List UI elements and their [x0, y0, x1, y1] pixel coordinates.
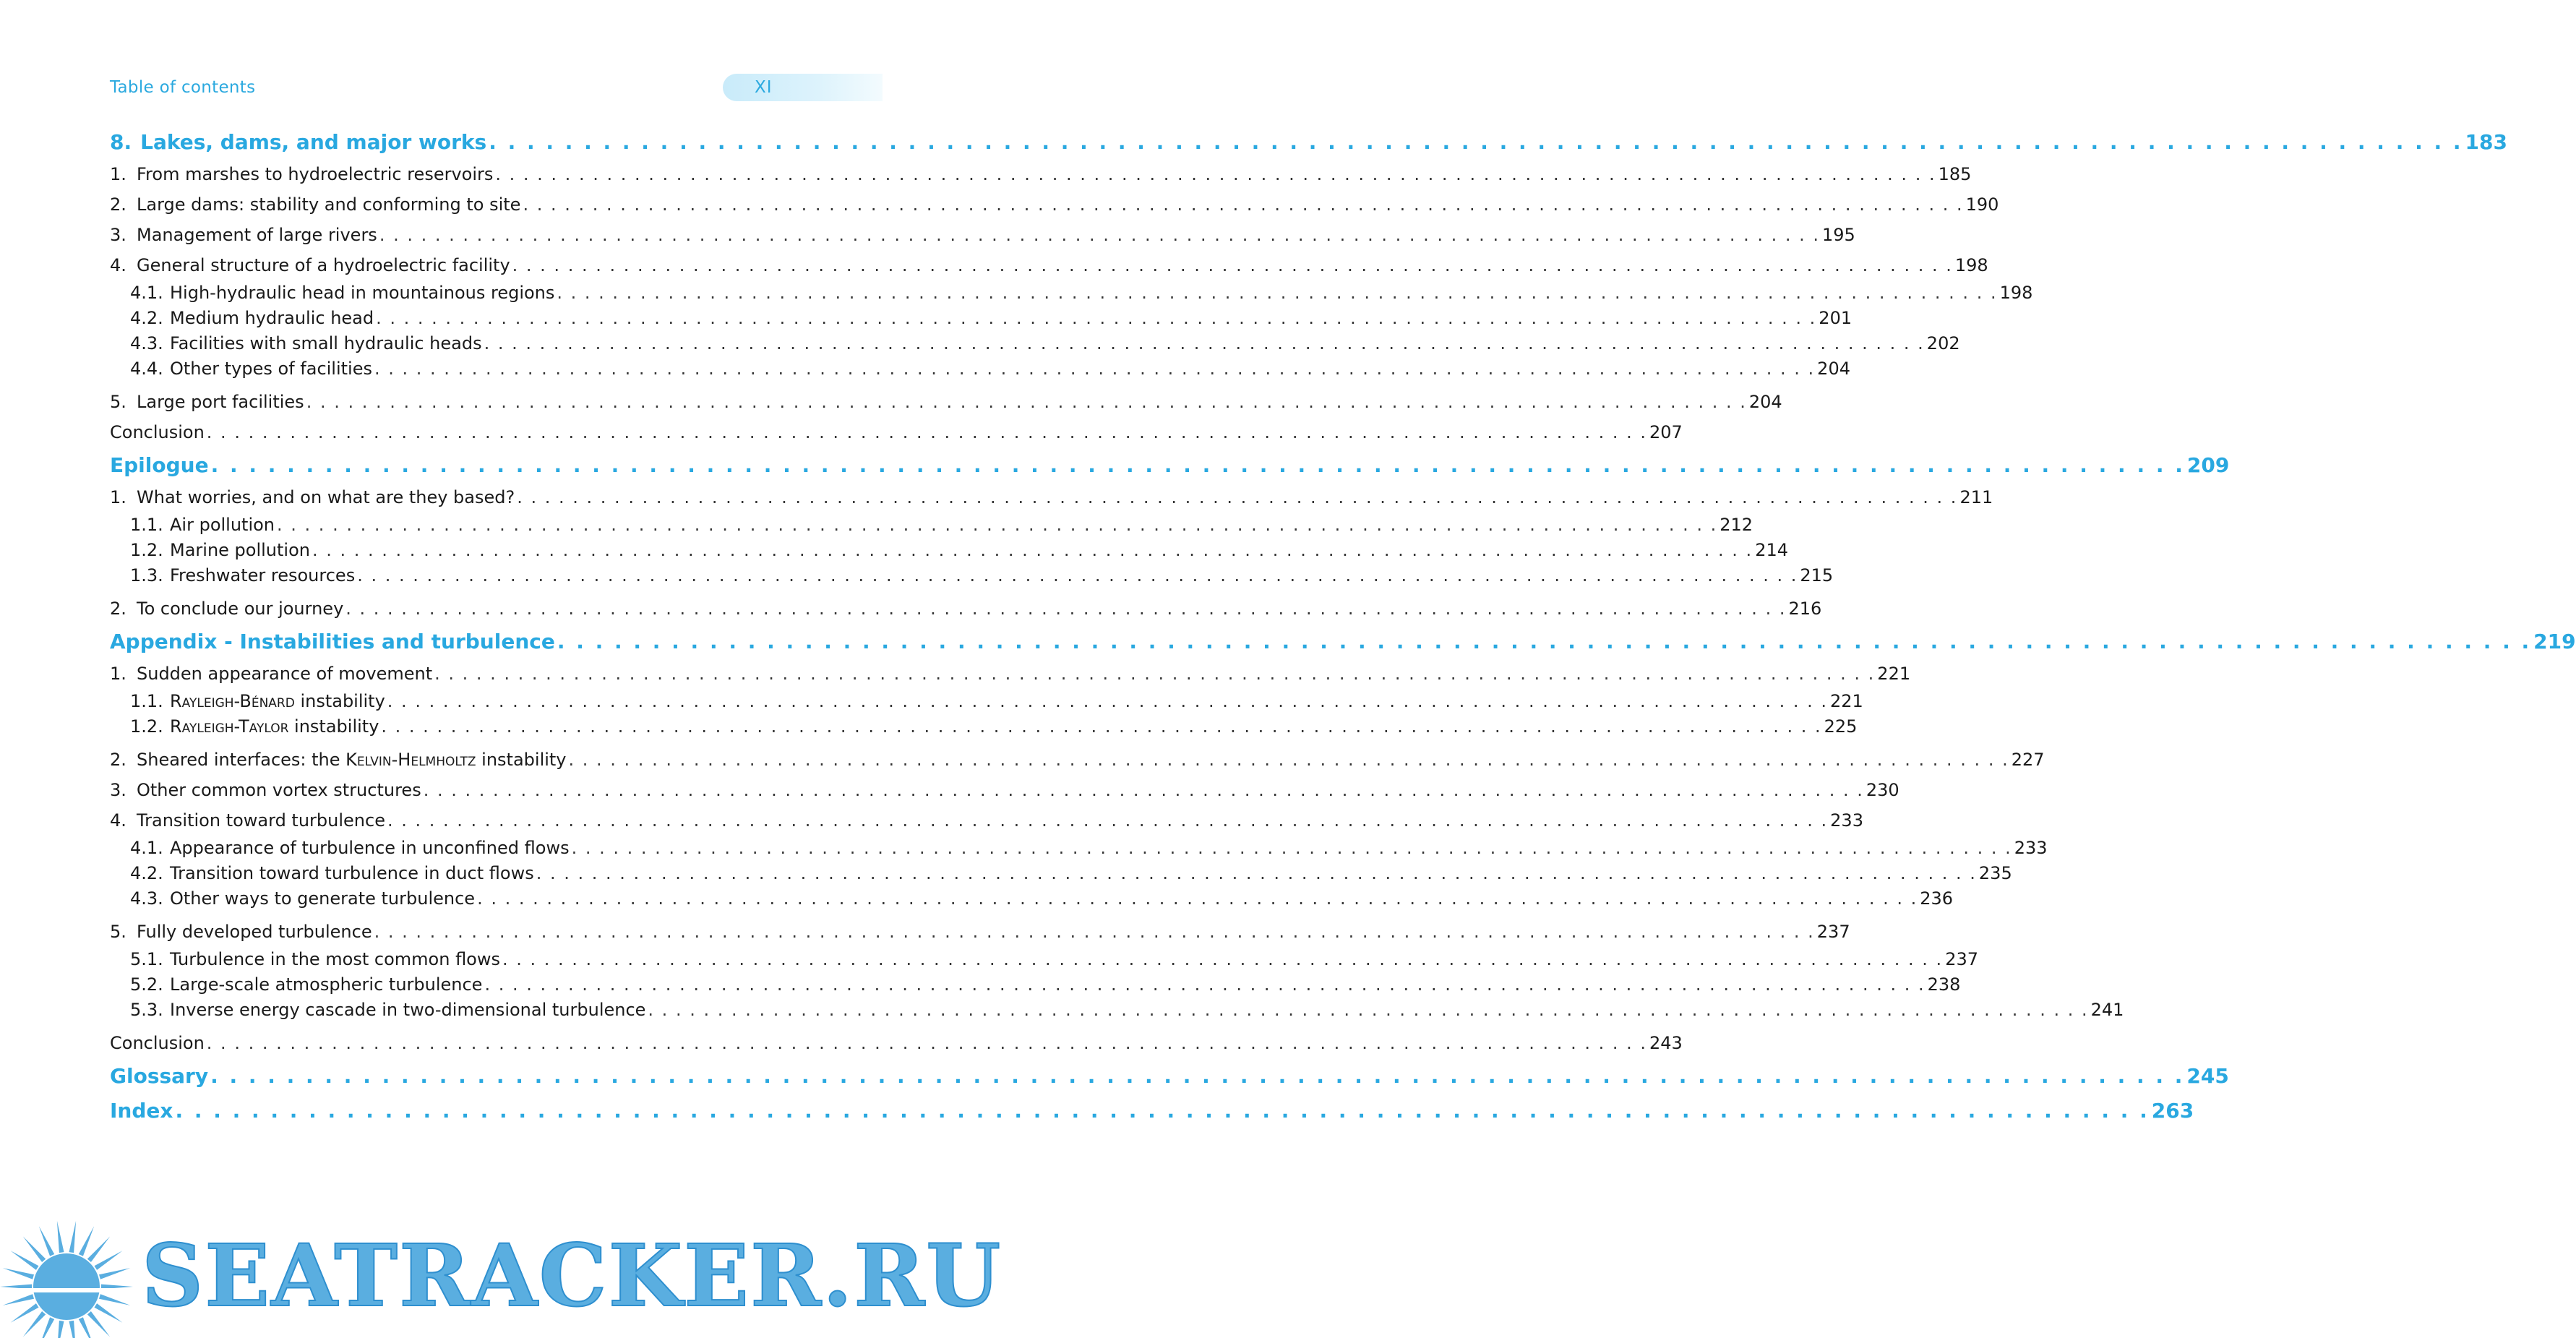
toc-entry-title: [130, 972, 482, 998]
toc-page-number: 214: [1755, 540, 1788, 560]
toc-dot-leader: [207, 1028, 1647, 1058]
sun-ray: [99, 1268, 130, 1279]
toc-dot-leader: [312, 538, 1753, 563]
toc-entry-title: [110, 159, 493, 189]
toc-entry-title: [110, 805, 385, 836]
sun-ray: [69, 1321, 77, 1338]
toc-subsection-row[interactable]: [110, 861, 2012, 886]
toc-entry-text: Marine pollution: [170, 540, 310, 560]
toc-dot-leader: [381, 714, 1821, 739]
toc-section-row[interactable]: [110, 1028, 1683, 1058]
toc-page-number: 209: [2186, 453, 2230, 477]
toc-page-number: 185: [1938, 164, 1972, 184]
page-number: XI: [755, 78, 773, 97]
toc-entry-title: [130, 689, 385, 714]
toc-subsection-row[interactable]: [110, 513, 1753, 538]
toc-entry-title: [130, 513, 275, 538]
toc-page-number: 215: [1800, 565, 1834, 586]
toc-entry-title: [110, 189, 520, 220]
toc-entry-title: [130, 538, 310, 563]
toc-entry-title: [110, 387, 304, 417]
toc-entry-number: 4.1.: [130, 283, 163, 303]
toc-dot-leader: [536, 861, 1977, 886]
sun-ray: [23, 1311, 46, 1337]
toc-entry-text: What worries, and on what are they based?: [137, 487, 515, 507]
toc-entry-text: instability: [476, 750, 567, 770]
toc-section-row[interactable]: [110, 220, 1855, 250]
toc-entry-text: Medium hydraulic head: [170, 308, 374, 328]
toc-section-row[interactable]: [110, 250, 1988, 280]
toc-entry-title: [110, 1094, 173, 1128]
toc-entry-text: Large port facilities: [137, 392, 304, 412]
toc-subsection-row[interactable]: [110, 689, 1863, 714]
toc-page-number: 237: [1945, 949, 1978, 969]
toc-entry-number: 5.: [110, 392, 126, 412]
toc-dot-leader: [277, 513, 1717, 538]
toc-entry-number: 1.: [110, 164, 126, 184]
toc-chapter-row[interactable]: [110, 1060, 2229, 1093]
toc-dot-leader: [572, 836, 2012, 861]
toc-dot-leader: [374, 356, 1815, 382]
toc-entry-number: 4.3.: [130, 888, 163, 909]
toc-dot-leader: [502, 947, 1943, 972]
toc-dot-leader: [306, 387, 1747, 417]
toc-page-number: 225: [1824, 716, 1858, 737]
toc-entry-text: Lakes, dams, and major works: [140, 130, 487, 154]
toc-entry-text: instability: [294, 691, 385, 711]
toc-entry-number: 1.1.: [130, 515, 163, 535]
toc-dot-leader: [210, 1060, 2184, 1093]
toc-entry-number: 4.2.: [130, 308, 163, 328]
toc-entry-title-prefix: Sheared interfaces: the: [137, 750, 346, 770]
sun-ray: [79, 1317, 94, 1338]
toc-dot-leader: [357, 563, 1798, 588]
toc-entry-title: [130, 714, 379, 739]
sun-ray: [3, 1268, 34, 1279]
toc-entry-number: 1.2.: [130, 716, 163, 737]
toc-entry-number: 4.2.: [130, 863, 163, 883]
toc-subsection-row[interactable]: [110, 280, 2033, 306]
toc-page-number: 216: [1788, 599, 1822, 619]
sun-ray: [11, 1303, 39, 1323]
toc-entry-text: Index: [110, 1099, 173, 1123]
sun-ray: [87, 1311, 110, 1337]
toc-dot-leader: [434, 659, 1875, 689]
sun-ray: [23, 1237, 46, 1263]
toc-dot-leader: [523, 189, 1963, 220]
toc-page-number: 238: [1927, 974, 1961, 995]
toc-page-number: 233: [1830, 810, 1863, 831]
toc-entry-text: instability: [288, 716, 379, 737]
toc-entry-text: Conclusion: [110, 422, 205, 442]
toc-entry-title: [130, 836, 570, 861]
toc-entry-text: Freshwater resources: [170, 565, 356, 586]
toc-dot-leader: [648, 998, 2088, 1023]
toc-page-number: 198: [1954, 255, 1988, 275]
toc-page-number: 221: [1829, 691, 1863, 711]
toc-page-number: 241: [2090, 1000, 2124, 1020]
toc-section-row[interactable]: [110, 805, 1863, 836]
toc-subsection-row[interactable]: [110, 306, 1852, 331]
toc-page-number: 236: [1920, 888, 1954, 909]
toc-entry-title: [110, 593, 343, 624]
toc-entry-text: Large-scale atmospheric turbulence: [170, 974, 483, 995]
toc-entry-title: [130, 947, 500, 972]
toc-subsection-row[interactable]: [110, 563, 1834, 588]
toc-entry-title: [130, 886, 475, 912]
toc-dot-leader: [387, 689, 1828, 714]
toc-entry-text: Management of large rivers: [137, 225, 377, 245]
toc-section-row[interactable]: [110, 417, 1683, 447]
toc-subsection-row[interactable]: [110, 331, 1960, 356]
toc-section-row[interactable]: [110, 159, 1972, 189]
toc-entry-number: 5.1.: [130, 949, 163, 969]
toc-entry-number: 3.: [110, 225, 126, 245]
toc-entry-title: [130, 356, 372, 382]
toc-dot-leader: [207, 417, 1647, 447]
toc-chapter-row[interactable]: [110, 449, 2230, 482]
toc-entry-text: Epilogue: [110, 453, 209, 477]
toc-section-row[interactable]: [110, 917, 1850, 947]
toc-entry-title: [130, 861, 534, 886]
toc-entry-text: Glossary: [110, 1064, 209, 1088]
toc-dot-leader: [484, 972, 1925, 998]
toc-page-number: 190: [1965, 194, 1999, 215]
toc-entry-title: [130, 563, 355, 588]
toc-entry-proper-name: Rayleigh-Taylor: [170, 716, 289, 737]
toc-page-number: 195: [1822, 225, 1855, 245]
toc-chapter-row[interactable]: [110, 126, 2507, 159]
toc-entry-number: 2.: [110, 599, 126, 619]
toc-page-number: 204: [1817, 359, 1850, 379]
toc-page-number: 201: [1819, 308, 1852, 328]
toc-entry-text: Appearance of turbulence in unconfined flows: [170, 838, 570, 858]
toc-page-number: 204: [1748, 392, 1782, 412]
toc-entry-number: 4.3.: [130, 333, 163, 353]
toc-entry-number: 1.: [110, 487, 126, 507]
toc-section-row[interactable]: [110, 189, 1999, 220]
toc-page-number: 198: [1999, 283, 2033, 303]
toc-entry-text: Inverse energy cascade in two-dimensional turbulence: [170, 1000, 646, 1020]
toc-entry-text: Large dams: stability and conforming to site: [137, 194, 521, 215]
toc-dot-leader: [374, 917, 1815, 947]
toc-dot-leader: [484, 331, 1925, 356]
toc-entry-title: [110, 417, 205, 447]
toc-entry-title: [110, 745, 567, 775]
toc-page-number: 245: [2186, 1064, 2229, 1088]
sun-ray: [99, 1294, 130, 1305]
toc-page-number: 230: [1866, 780, 1899, 800]
toc-dot-leader: [517, 482, 1957, 513]
sun-disc: [33, 1253, 100, 1320]
toc-entry-text: Air pollution: [170, 515, 275, 535]
toc-entry-text: Fully developed turbulence: [137, 922, 372, 942]
toc-entry-title: [110, 775, 421, 805]
sun-ray: [39, 1226, 54, 1256]
toc-chapter-row[interactable]: [110, 1094, 2194, 1128]
toc-entry-proper-name: Kelvin-Helmholtz: [345, 750, 476, 770]
toc-entry-text: Other types of facilities: [170, 359, 372, 379]
toc-entry-text: Other common vortex structures: [137, 780, 421, 800]
toc-page-number: 227: [2011, 750, 2045, 770]
toc-entry-number: 1.: [110, 664, 126, 684]
toc-subsection-row[interactable]: [110, 998, 2124, 1023]
toc-section-row[interactable]: [110, 482, 1993, 513]
table-of-contents: [110, 124, 2576, 1128]
toc-page-number: 243: [1649, 1033, 1683, 1053]
toc-entry-title: [110, 250, 510, 280]
toc-entry-number: 2.: [110, 194, 126, 215]
toc-entry-title: [110, 625, 555, 659]
toc-entry-text: High-hydraulic head in mountainous regions: [170, 283, 555, 303]
toc-section-row[interactable]: [110, 745, 2045, 775]
toc-dot-leader: [211, 449, 2185, 482]
watermark-text: SEATRACKER.RU: [142, 1225, 1003, 1326]
toc-chapter-row[interactable]: [110, 625, 2576, 659]
sun-ray: [39, 1317, 54, 1338]
toc-entry-number: 8.: [110, 130, 132, 154]
sun-ray: [57, 1221, 64, 1253]
toc-entry-number: 2.: [110, 750, 126, 770]
toc-section-row[interactable]: [110, 593, 1822, 624]
toc-section-row[interactable]: [110, 387, 1782, 417]
toc-dot-leader: [557, 280, 1997, 306]
toc-dot-leader: [495, 159, 1936, 189]
toc-dot-leader: [557, 625, 2531, 659]
toc-subsection-row[interactable]: [110, 538, 1788, 563]
toc-entry-title: [110, 220, 377, 250]
toc-page-number: 211: [1959, 487, 1993, 507]
toc-subsection-row[interactable]: [110, 356, 1850, 382]
sun-ray: [95, 1303, 123, 1323]
toc-subsection-row[interactable]: [110, 886, 1954, 912]
toc-entry-title: [110, 917, 372, 947]
toc-entry-title: [110, 1028, 205, 1058]
toc-entry-text: Transition toward turbulence: [137, 810, 385, 831]
toc-entry-number: 1.3.: [130, 565, 163, 586]
toc-dot-leader: [379, 220, 1820, 250]
toc-entry-title: [130, 280, 554, 306]
toc-page-number: 235: [1978, 863, 2012, 883]
toc-entry-text: Turbulence in the most common flows: [170, 949, 500, 969]
toc-entry-text: General structure of a hydroelectric facility: [137, 255, 510, 275]
toc-entry-number: 5.3.: [130, 1000, 163, 1020]
sun-ray: [79, 1226, 94, 1256]
toc-entry-number: 1.2.: [130, 540, 163, 560]
toc-dot-leader: [569, 745, 2009, 775]
toc-entry-text: Conclusion: [110, 1033, 205, 1053]
toc-entry-number: 5.2.: [130, 974, 163, 995]
toc-entry-text: Sudden appearance of movement: [137, 664, 433, 684]
toc-section-row[interactable]: [110, 659, 1911, 689]
toc-page-number: 207: [1649, 422, 1683, 442]
toc-entry-proper-name: Rayleigh-Bénard: [170, 691, 295, 711]
toc-dot-leader: [424, 775, 1864, 805]
sun-ray: [11, 1251, 39, 1270]
toc-entry-title: [110, 659, 432, 689]
toc-subsection-row[interactable]: [110, 836, 2048, 861]
toc-entry-number: 4.: [110, 810, 126, 831]
toc-dot-leader: [489, 126, 2463, 159]
toc-entry-number: 4.: [110, 255, 126, 275]
toc-entry-text: Other ways to generate turbulence: [170, 888, 476, 909]
toc-entry-text: From marshes to hydroelectric reservoirs: [137, 164, 494, 184]
toc-page-number: 263: [2151, 1099, 2194, 1123]
toc-entry-number: 3.: [110, 780, 126, 800]
toc-dot-leader: [387, 805, 1828, 836]
sun-ray: [3, 1294, 34, 1305]
sun-ray: [69, 1221, 77, 1253]
toc-dot-leader: [345, 593, 1786, 624]
toc-entry-number: 4.1.: [130, 838, 163, 858]
toc-subsection-row[interactable]: [110, 947, 1978, 972]
toc-subsection-row[interactable]: [110, 972, 1961, 998]
toc-dot-leader: [175, 1094, 2149, 1128]
toc-entry-title: [110, 126, 486, 159]
toc-entry-number: 5.: [110, 922, 126, 942]
toc-page-number: 212: [1720, 515, 1753, 535]
toc-page-number: 237: [1816, 922, 1850, 942]
toc-subsection-row[interactable]: [110, 714, 1858, 739]
toc-entry-title: [110, 482, 515, 513]
toc-entry-title: [130, 306, 374, 331]
sun-ray: [57, 1321, 64, 1338]
running-title: Table of contents: [110, 78, 256, 97]
toc-page-number: 219: [2533, 630, 2576, 653]
toc-entry-title: [110, 1060, 208, 1093]
toc-dot-leader: [512, 250, 1953, 280]
toc-entry-text: Facilities with small hydraulic heads: [170, 333, 482, 353]
toc-page-number: 202: [1926, 333, 1960, 353]
toc-dot-leader: [477, 886, 1918, 912]
toc-page-number: 233: [2014, 838, 2048, 858]
toc-entry-title: [130, 998, 645, 1023]
toc-entry-number: 1.1.: [130, 691, 163, 711]
sun-horizon-line: [0, 1288, 139, 1292]
toc-entry-text: To conclude our journey: [137, 599, 344, 619]
toc-dot-leader: [376, 306, 1816, 331]
toc-page-number: 221: [1877, 664, 1911, 684]
sun-ray: [95, 1251, 123, 1270]
toc-section-row[interactable]: [110, 775, 1899, 805]
toc-page-number: 183: [2465, 130, 2507, 154]
sun-ray: [87, 1237, 110, 1263]
toc-entry-number: 4.4.: [130, 359, 163, 379]
page-number-tab: [723, 74, 883, 101]
toc-entry-title: [110, 449, 209, 482]
toc-entry-text: Appendix - Instabilities and turbulence: [110, 630, 555, 653]
toc-entry-text: Transition toward turbulence in duct flows: [170, 863, 534, 883]
toc-entry-title: [130, 331, 482, 356]
